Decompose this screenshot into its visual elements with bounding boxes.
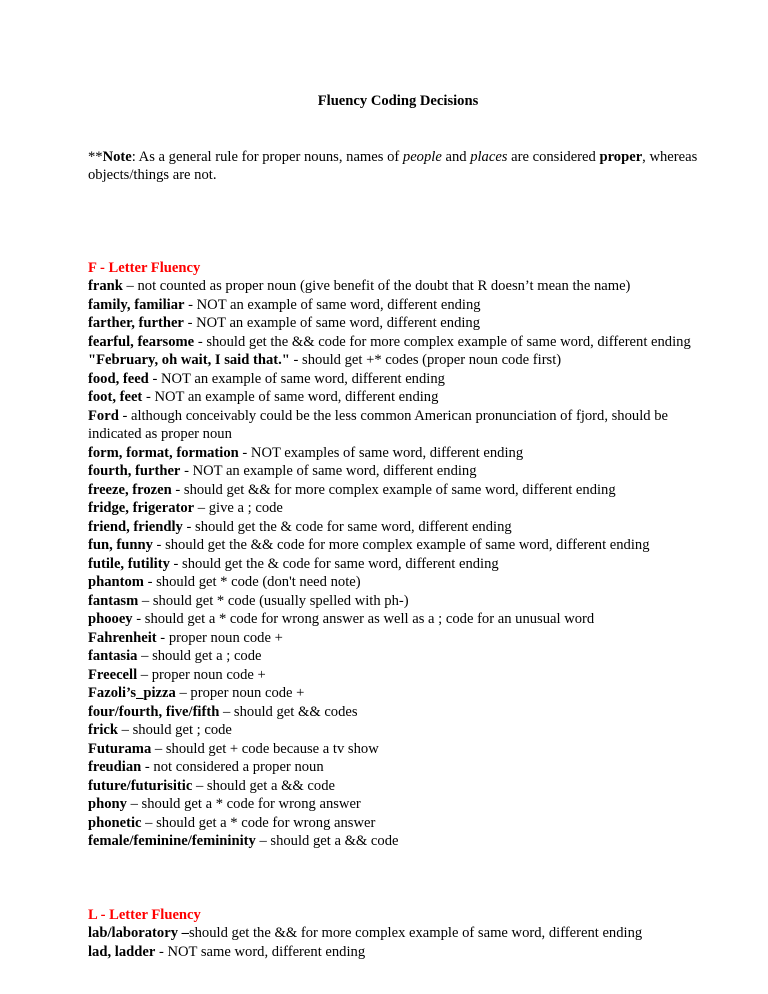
entry-description: – should get a && code	[192, 777, 335, 794]
entry-description: - should get the && code for more complex example of same word, different ending	[152, 537, 650, 553]
entry-row	[88, 407, 708, 444]
note-places: places	[470, 148, 508, 165]
general-note	[88, 148, 708, 185]
entry-description: – should get a * code for wrong answer	[141, 814, 376, 831]
entry-description: - NOT an example of same word, different ending	[184, 296, 481, 313]
entry-row	[88, 333, 708, 352]
entry-row	[88, 924, 708, 943]
letter-section	[88, 906, 708, 962]
entry-row	[88, 444, 708, 463]
entry-row	[88, 832, 708, 851]
entry-term: Freecell	[88, 666, 138, 683]
entry-description: should get the && for more complex example of same word, different ending	[188, 925, 643, 941]
note-people: people	[402, 148, 442, 165]
entry-term: fun, funny	[88, 537, 153, 553]
sections	[88, 259, 708, 962]
entry-term: Fazoli’s_pizza	[88, 685, 176, 701]
entry-description: - should get the & code for same word, different ending	[169, 555, 499, 572]
entry-term: fourth, further	[88, 463, 181, 479]
entry-term: fantasia	[88, 648, 138, 664]
entry-term: future/futurisitic	[88, 777, 193, 794]
note-text-d: , whereas objects/things are not.	[88, 148, 698, 183]
note-text-c: are considered	[507, 148, 600, 165]
entry-term: fearful, fearsome	[88, 333, 195, 350]
entry-row	[88, 351, 708, 370]
entry-description: - should get the && code for more complex example of same word, different ending	[194, 333, 691, 350]
note-text-b: and	[441, 148, 471, 165]
entry-description: - NOT examples of same word, different ending	[238, 444, 524, 461]
entry-row	[88, 518, 708, 537]
entry-row	[88, 943, 708, 962]
entry-description: - should get +* codes (proper noun code first)	[289, 352, 562, 368]
letter-section	[88, 259, 708, 851]
entry-row	[88, 610, 708, 629]
entry-term: foot, feet	[88, 389, 143, 405]
entry-row	[88, 684, 708, 703]
entry-term: "February, oh wait, I said that."	[88, 352, 290, 368]
entry-row	[88, 814, 708, 833]
entry-row	[88, 721, 708, 740]
entry-term: phony	[88, 796, 127, 812]
entry-description: – proper noun code +	[137, 666, 266, 683]
entry-row	[88, 536, 708, 555]
entry-term: fridge, frigerator	[88, 500, 195, 516]
document-page	[88, 92, 708, 961]
entry-description: – should get * code (usually spelled with ph-)	[138, 592, 409, 609]
note-proper: proper	[599, 148, 643, 165]
entry-term: fantasm	[88, 592, 139, 609]
entry-term: Fahrenheit	[88, 629, 157, 646]
entry-term: Ford	[88, 407, 119, 424]
entry-description: – should get + code because a tv show	[151, 740, 379, 757]
entry-description: - NOT same word, different ending	[155, 943, 366, 960]
entry-description: - NOT an example of same word, different ending	[183, 315, 481, 331]
entry-description: – should get a ; code	[137, 648, 262, 664]
entry-description: - NOT an example of same word, different ending	[180, 463, 477, 479]
entry-row	[88, 462, 708, 481]
entry-term-suffix: –	[178, 925, 189, 941]
entry-row	[88, 758, 708, 777]
entry-term: Futurama	[88, 740, 152, 757]
entry-row	[88, 499, 708, 518]
entry-row	[88, 777, 708, 796]
entry-term: freeze, frozen	[88, 481, 172, 498]
entry-description: - should get a * code for wrong answer as well as a ; code for an unusual word	[132, 611, 595, 627]
entry-description: – give a ; code	[194, 500, 283, 516]
entry-term: farther, further	[88, 315, 184, 331]
entry-row	[88, 629, 708, 648]
entry-row	[88, 795, 708, 814]
entry-description: – should get a && code	[255, 833, 399, 849]
entry-row	[88, 481, 708, 500]
entry-term: lad, ladder	[88, 943, 156, 960]
page-title: Fluency Coding Decisions	[317, 93, 479, 109]
entry-term: family, familiar	[88, 296, 185, 313]
entry-row	[88, 666, 708, 685]
section-heading: F - Letter Fluency	[88, 259, 201, 276]
entry-term: lab/laboratory	[88, 925, 178, 941]
section-heading: L - Letter Fluency	[88, 906, 201, 923]
entry-description: – not counted as proper noun (give benefit of the doubt that R doesn’t mean the name)	[122, 278, 631, 294]
note-text-a: : As a general rule for proper nouns, names of	[131, 148, 403, 165]
entry-description: - NOT an example of same word, different ending	[148, 370, 445, 387]
entry-row	[88, 296, 708, 315]
note-label: Note	[102, 148, 132, 165]
entry-term: form, format, formation	[88, 444, 239, 461]
entry-term: phantom	[88, 574, 144, 590]
entry-term: food, feed	[88, 370, 149, 387]
entry-term: frick	[88, 722, 118, 738]
entry-row	[88, 703, 708, 722]
entry-row	[88, 573, 708, 592]
note-prefix: **	[88, 148, 103, 165]
entry-term: frank	[88, 278, 123, 294]
entry-description: - should get && for more complex example of same word, different ending	[171, 481, 616, 498]
entry-description: – proper noun code +	[175, 685, 305, 701]
entry-term: futile, futility	[88, 555, 170, 572]
entry-description: – should get a * code for wrong answer	[126, 796, 361, 812]
entry-row	[88, 555, 708, 574]
entry-term: friend, friendly	[88, 518, 183, 535]
entry-term: phonetic	[88, 814, 142, 831]
entry-description: – should get && codes	[219, 703, 358, 720]
entry-term: phooey	[88, 611, 133, 627]
entry-description: - NOT an example of same word, different ending	[142, 389, 439, 405]
entry-description: - not considered a proper noun	[141, 759, 324, 775]
entry-row	[88, 647, 708, 666]
entry-term: four/fourth, five/fifth	[88, 703, 220, 720]
entry-description: - should get * code (don't need note)	[143, 574, 361, 590]
spacer	[88, 222, 708, 259]
entry-row	[88, 740, 708, 759]
entry-term: female/feminine/femininity	[88, 833, 256, 849]
entry-row	[88, 277, 708, 296]
section-spacer	[88, 888, 708, 906]
entry-term: freudian	[88, 759, 142, 775]
entry-description: - should get the & code for same word, different ending	[182, 518, 512, 535]
entry-row	[88, 370, 708, 389]
entry-description: - proper noun code +	[156, 629, 283, 646]
entry-row	[88, 388, 708, 407]
entry-row	[88, 314, 708, 333]
entry-description: - although conceivably could be the less common American pronunciation of fjord, should be indicated as proper noun	[88, 407, 668, 442]
entry-row	[88, 592, 708, 611]
entry-description: – should get ; code	[118, 722, 232, 738]
